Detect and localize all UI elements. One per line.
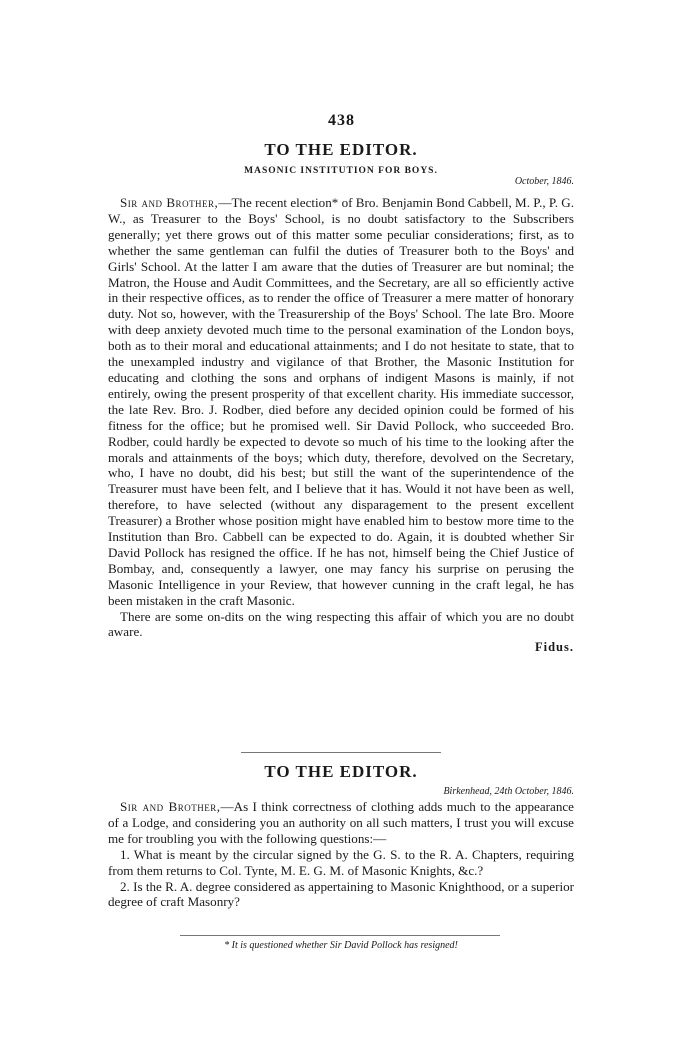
letter2-salutation: Sir and Brother, [120,799,221,814]
letter2-question-1: 1. What is meant by the circular signed by the G. S. to the R. A. Chapters, requiring from them returns to Col. Tynte, M. E. G. M. of Masonic Knights, &c.? [108,846,574,878]
letter1-heading: TO THE EDITOR. [264,140,418,159]
letter2-body [108,799,574,847]
letter2-text: —As I think correctness of clothing adds much to the appearance of a Lodge, and considering you an authority on all such matters, I trust you will excuse me for troubling you with the following questions:— [108,799,574,846]
section-divider [241,752,441,753]
page-number: 438 [328,112,355,129]
letter-fidus [108,140,574,655]
letter2-question-2: 2. Is the R. A. degree considered as appertaining to Masonic Knighthood, or a superior degree of craft Masonry? [108,878,574,910]
letter2-heading: TO THE EDITOR. [264,762,418,781]
letter1-closing: There are some on-dits on the wing respecting this affair of which you are no doubt aware. [108,608,574,640]
letter-birkenhead [108,762,574,910]
letter1-text: —The recent election* of Bro. Benjamin Bond Cabbell, M. P., P. G. W., as Treasurer to the Boys' School, is no doubt satisfactory to the Subscribers generally; yet there grows out of this matter some peculiar considerations; first, as to whether the same gentleman can fulfil the duties of Treasurer both to the Boys' and Girls' School. At the latter I am aware that the duties of Treasurer are but nominal; the Matron, the House and Audit Committees, and the Secretary, are all so efficiently active in their respective offices, as to render the office of Treasurer a mere matter of honorary duty. Not so, however, with the Treasurership of the Boys' School. The late Bro. Moore with deep anxiety devoted much time to the personal examination of the London boys, both as to their moral and educational attainments; and I do not hesitate to state, that to the unexampled industry and vigilance of that Brother, the Masonic Institution for educating and clothing the sons and orphans of indigent Masons is mainly, if not entirely, owing the present prosperity of that excellent charity. His immediate successor, the late Rev. Bro. J. Rodber, died before any decided opinion could be formed of his fitness for the office; but he promised well. Sir David Pollock, who succeeded Bro. Rodber, could hardly be expected to devote so much of his time to the looking after the morals and attainments of the boys; which duty, therefore, devolved on the Secretary, who, I have no doubt, did his best; but still the want of the superintendence of the Treasurer must have been felt, and I believe that it has. Would it not have been as well, therefore, to have selected (without any disparagement to the present excellent Treasurer) a Brother whose position might have enabled him to bestow more time to the Institution than Bro. Cabbell can be expected to do. Again, it is doubted whether Sir David Pollock has resigned the office. If he has not, himself being the Chief Justice of Bombay, and, consequently a lawyer, one may fancy his surprise on perusing the Masonic Intelligence in your Review, that however cunning in the craft legal, he has been mistaken in the craft Masonic. [108,195,575,608]
letter2-date: Birkenhead, 24th October, 1846. [443,786,574,797]
footnote: * It is questioned whether Sir David Pollock has resigned! [224,940,458,951]
letter1-subheading: MASONIC INSTITUTION FOR BOYS. [244,166,438,176]
letter1-signature: Fidus. [534,640,574,655]
letter1-body [108,195,574,609]
footnote-rule [180,935,500,936]
letter1-date: October, 1846. [514,176,574,187]
letter1-salutation: Sir and Brother, [120,195,219,210]
